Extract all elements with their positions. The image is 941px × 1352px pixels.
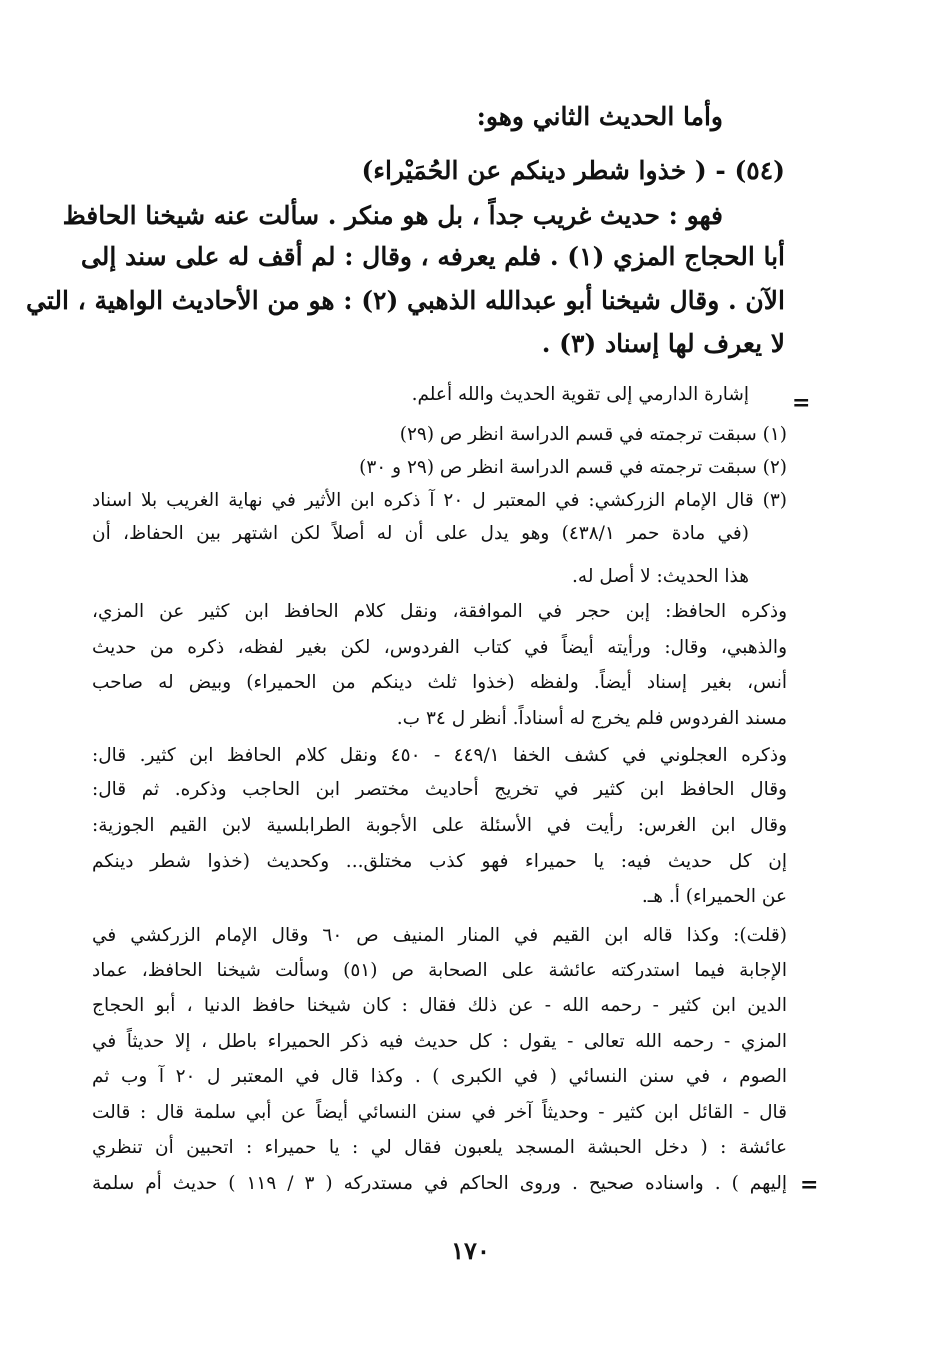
main-line: أبا الحجاج المزي (١) . فلم يعرفه ، وقال : لم أقف له على سند إلى <box>80 242 785 271</box>
footnote-line: الإجابة فيما استدركته عائشة على الصحابة ص (٥١) وسألت شيخنا الحافظ، عماد <box>92 960 788 981</box>
footnote-line: وذكره الحافظ: إبن حجر في الموافقة، ونقل كلام الحافظ ابن كثير عن المزي، <box>92 601 787 622</box>
footnote-line: وذكره العجلوني في كشف الخفا ٤٤٩/١ - ٤٥٠ ونقل كلام الحافظ ابن كثير. قال: <box>92 745 787 766</box>
main-line: الآن . وقال شيخنا أبو عبدالله الذهبي (٢) : هو من الأحاديث الواهية ، التي <box>26 286 785 315</box>
main-line: وأما الحديث الثاني وهو: <box>476 102 723 131</box>
main-line: فهو : حديث غريب جداً ، بل هو منكر . سألت عنه شيخنا الحافظ <box>62 201 723 230</box>
hadith-heading: (٥٤) - ( خذوا شطر دينكم عن الحُمَيْراء) <box>361 156 785 185</box>
footnote-line: وقال الحافظ ابن كثير في تخريج أحاديث مختصر ابن الحاجب وذكره. ثم قال: <box>92 779 787 800</box>
footnote-line: إن كل حديث فيه: يا حميراء فهو كذب مختلق... وكحديث (خذوا شطر دينكم <box>92 851 787 872</box>
main-line: لا يعرف لها إسناد (٣) . <box>541 329 785 358</box>
footnote-line: هذا الحديث: لا أصل له. <box>572 566 749 587</box>
footnote-line: وقال ابن الغرس: رأيت في الأسئلة على الأجوبة الطرابلسية لابن القيم الجوزية: <box>92 815 787 836</box>
page-number: ١٧٠ <box>451 1236 490 1265</box>
footnote-line: (قلت): وكذا قاله ابن القيم في المنار المنيف ص ٦٠ وقال الإمام الزركشي في <box>92 925 787 946</box>
footnote-line: الدين ابن كثير - رحمه الله - عن ذلك فقال : كان شيخنا حافظ الدنيا ، أبو الحجاج <box>92 995 787 1016</box>
footnote-line: أنس، بغير إسناد أيضاً. ولفظه (خذوا ثلث دينكم من الحميراء) وبيض له صاحب <box>92 672 787 693</box>
footnote-line: والذهبي، وقال: ورأيته أيضاً في كتاب الفردوس، لكن بغير لفظه، ذكره من حديث <box>92 637 787 658</box>
footnote-line: عن الحميراء) أ. هـ. <box>641 886 787 907</box>
footnote-line: عائشة : ( دخل الحبشة المسجد يلعبون فقال لي : يا حميراء : اتحبين أن تنظري <box>92 1137 787 1158</box>
footnote-line: إشارة الدارمي إلى تقوية الحديث والله أعلم. <box>411 384 749 405</box>
continuation-mark-bottom: = <box>800 1172 819 1198</box>
continuation-mark: = <box>792 390 811 416</box>
footnote-line: (١) سبقت ترجمته في قسم الدراسة انظر ص (٢٩) <box>399 424 787 445</box>
footnote-line: مسند الفردوس فلم يخرج له أسناداً. أنظر ل ٣٤ ب. <box>396 708 787 729</box>
footnote-line: المزي - رحمه الله تعالى - يقول : كل حديث فيه ذكر الحميراء باطل ، إلا حديثاً في <box>92 1031 787 1052</box>
footnote-line: (في مادة حمر ٤٣٨/١) وهو يدل على أن له أصلاً لكن اشتهر بين الحفاظ، أن <box>92 523 749 544</box>
footnote-line: (٣) قال الإمام الزركشي: في المعتبر ل ٢٠ آ ذكره ابن الأثير في نهاية الغريب بلا اسناد <box>92 490 787 511</box>
footnote-line: الصوم ، في سنن النسائي ( في الكبرى ) . وكذا قال في المعتبر ل ٢٠ آ وب ثم <box>92 1066 787 1087</box>
footnote-line: (٢) سبقت ترجمته في قسم الدراسة انظر ص (٢٩ و ٣٠) <box>359 457 787 478</box>
footnote-line: قال - القائل ابن كثير - وحديثاً آخر في سنن النسائي أيضاً عن أبي سلمة قال : قالت <box>92 1102 787 1123</box>
footnote-line: إليهم ) . واسناده صحيح . وروى الحاكم في مستدركه ( ٣ / ١١٩ ) حديث أم سلمة <box>92 1173 787 1194</box>
